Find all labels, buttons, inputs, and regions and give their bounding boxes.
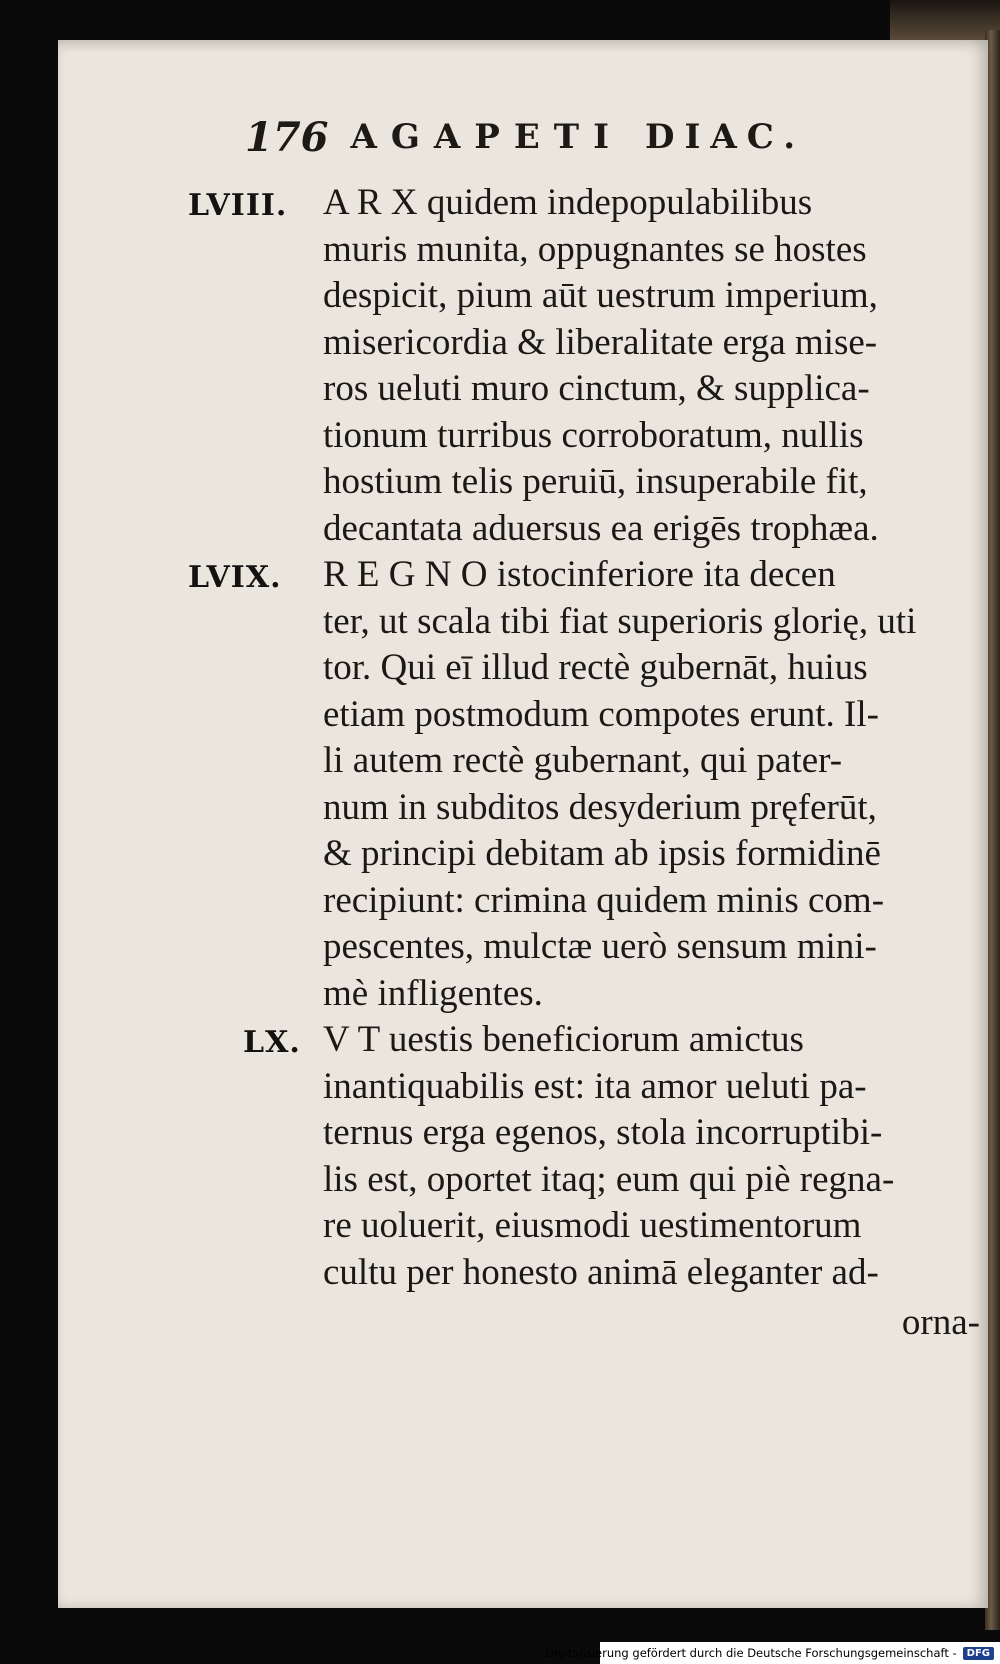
section-text-lvix [323,552,973,1017]
text-line: mè infligentes. [323,972,543,1014]
text-line: R E G N O istocinferiore ita decen [323,554,836,595]
text-line: misericordia & liberalitate erga mise- [323,321,878,363]
text-line: cultu per honesto animā eleganter ad- [323,1251,879,1293]
text-line: pescentes, mulctæ uerò sensum mini- [323,926,877,967]
text-line: despicit, pium aūt uestrum imperium, [323,275,878,316]
text-line: ter, ut scala tibi fiat superioris glorię, uti [323,600,917,642]
text-line: recipiunt: crimina quidem minis com- [323,879,885,921]
text-line: etiam postmodum compotes erunt. Il- [323,693,879,735]
text-line: decantata aduersus ea erigēs trophæa. [323,507,879,549]
digitization-footer [545,1642,1000,1664]
running-head-title: AGAPETI [350,117,623,157]
text-line: hostium telis peruiū, insuperabile fit, [323,461,868,502]
text-line: tor. Qui eī illud rectè gubernāt, huius [323,647,868,688]
catchword: orna- [901,1302,980,1343]
text-line: inantiquabilis est: ita amor ueluti pa- [323,1065,867,1107]
text-line: ros ueluti muro cinctum, & supplica- [323,368,870,409]
text-line: num in subditos desyderium pręferūt, [323,786,877,828]
text-line: tionum turribus corroboratum, nullis [323,414,864,456]
text-line: lis est, oportet itaq; eum qui piè regna- [323,1158,895,1200]
text-line: re uoluerit, eiusmodi uestimentorum [323,1205,862,1246]
section-text-lx [323,1017,973,1296]
text-line: li autem rectè gubernant, qui pater- [323,740,843,781]
dfg-logo-icon: DFG [963,1647,994,1660]
running-head [245,98,935,176]
text-line: V T uestis beneficiorum amictus [323,1019,804,1060]
page-number: 176 [245,113,329,161]
text-line: ternus erga egenos, stola incorruptibi- [323,1112,883,1153]
book-edge-top [890,0,1000,40]
section-number-lx: LX. [243,1025,301,1060]
running-head-title-2: DIAC. [644,117,806,157]
footer-credit-text: Digitalisierung gefördert durch die Deutsche Forschungsgemeinschaft - [545,1646,957,1660]
section-number-lvix: LVIX. [188,560,282,595]
section-number-lviii: LVIII. [188,188,288,223]
text-line: A R X quidem indepopulabilibus [323,182,813,223]
text-line: muris munita, oppugnantes se hostes [323,228,867,270]
text-line: & principi debitam ab ipsis formidinē [323,833,881,874]
section-text-lviii [323,180,973,552]
